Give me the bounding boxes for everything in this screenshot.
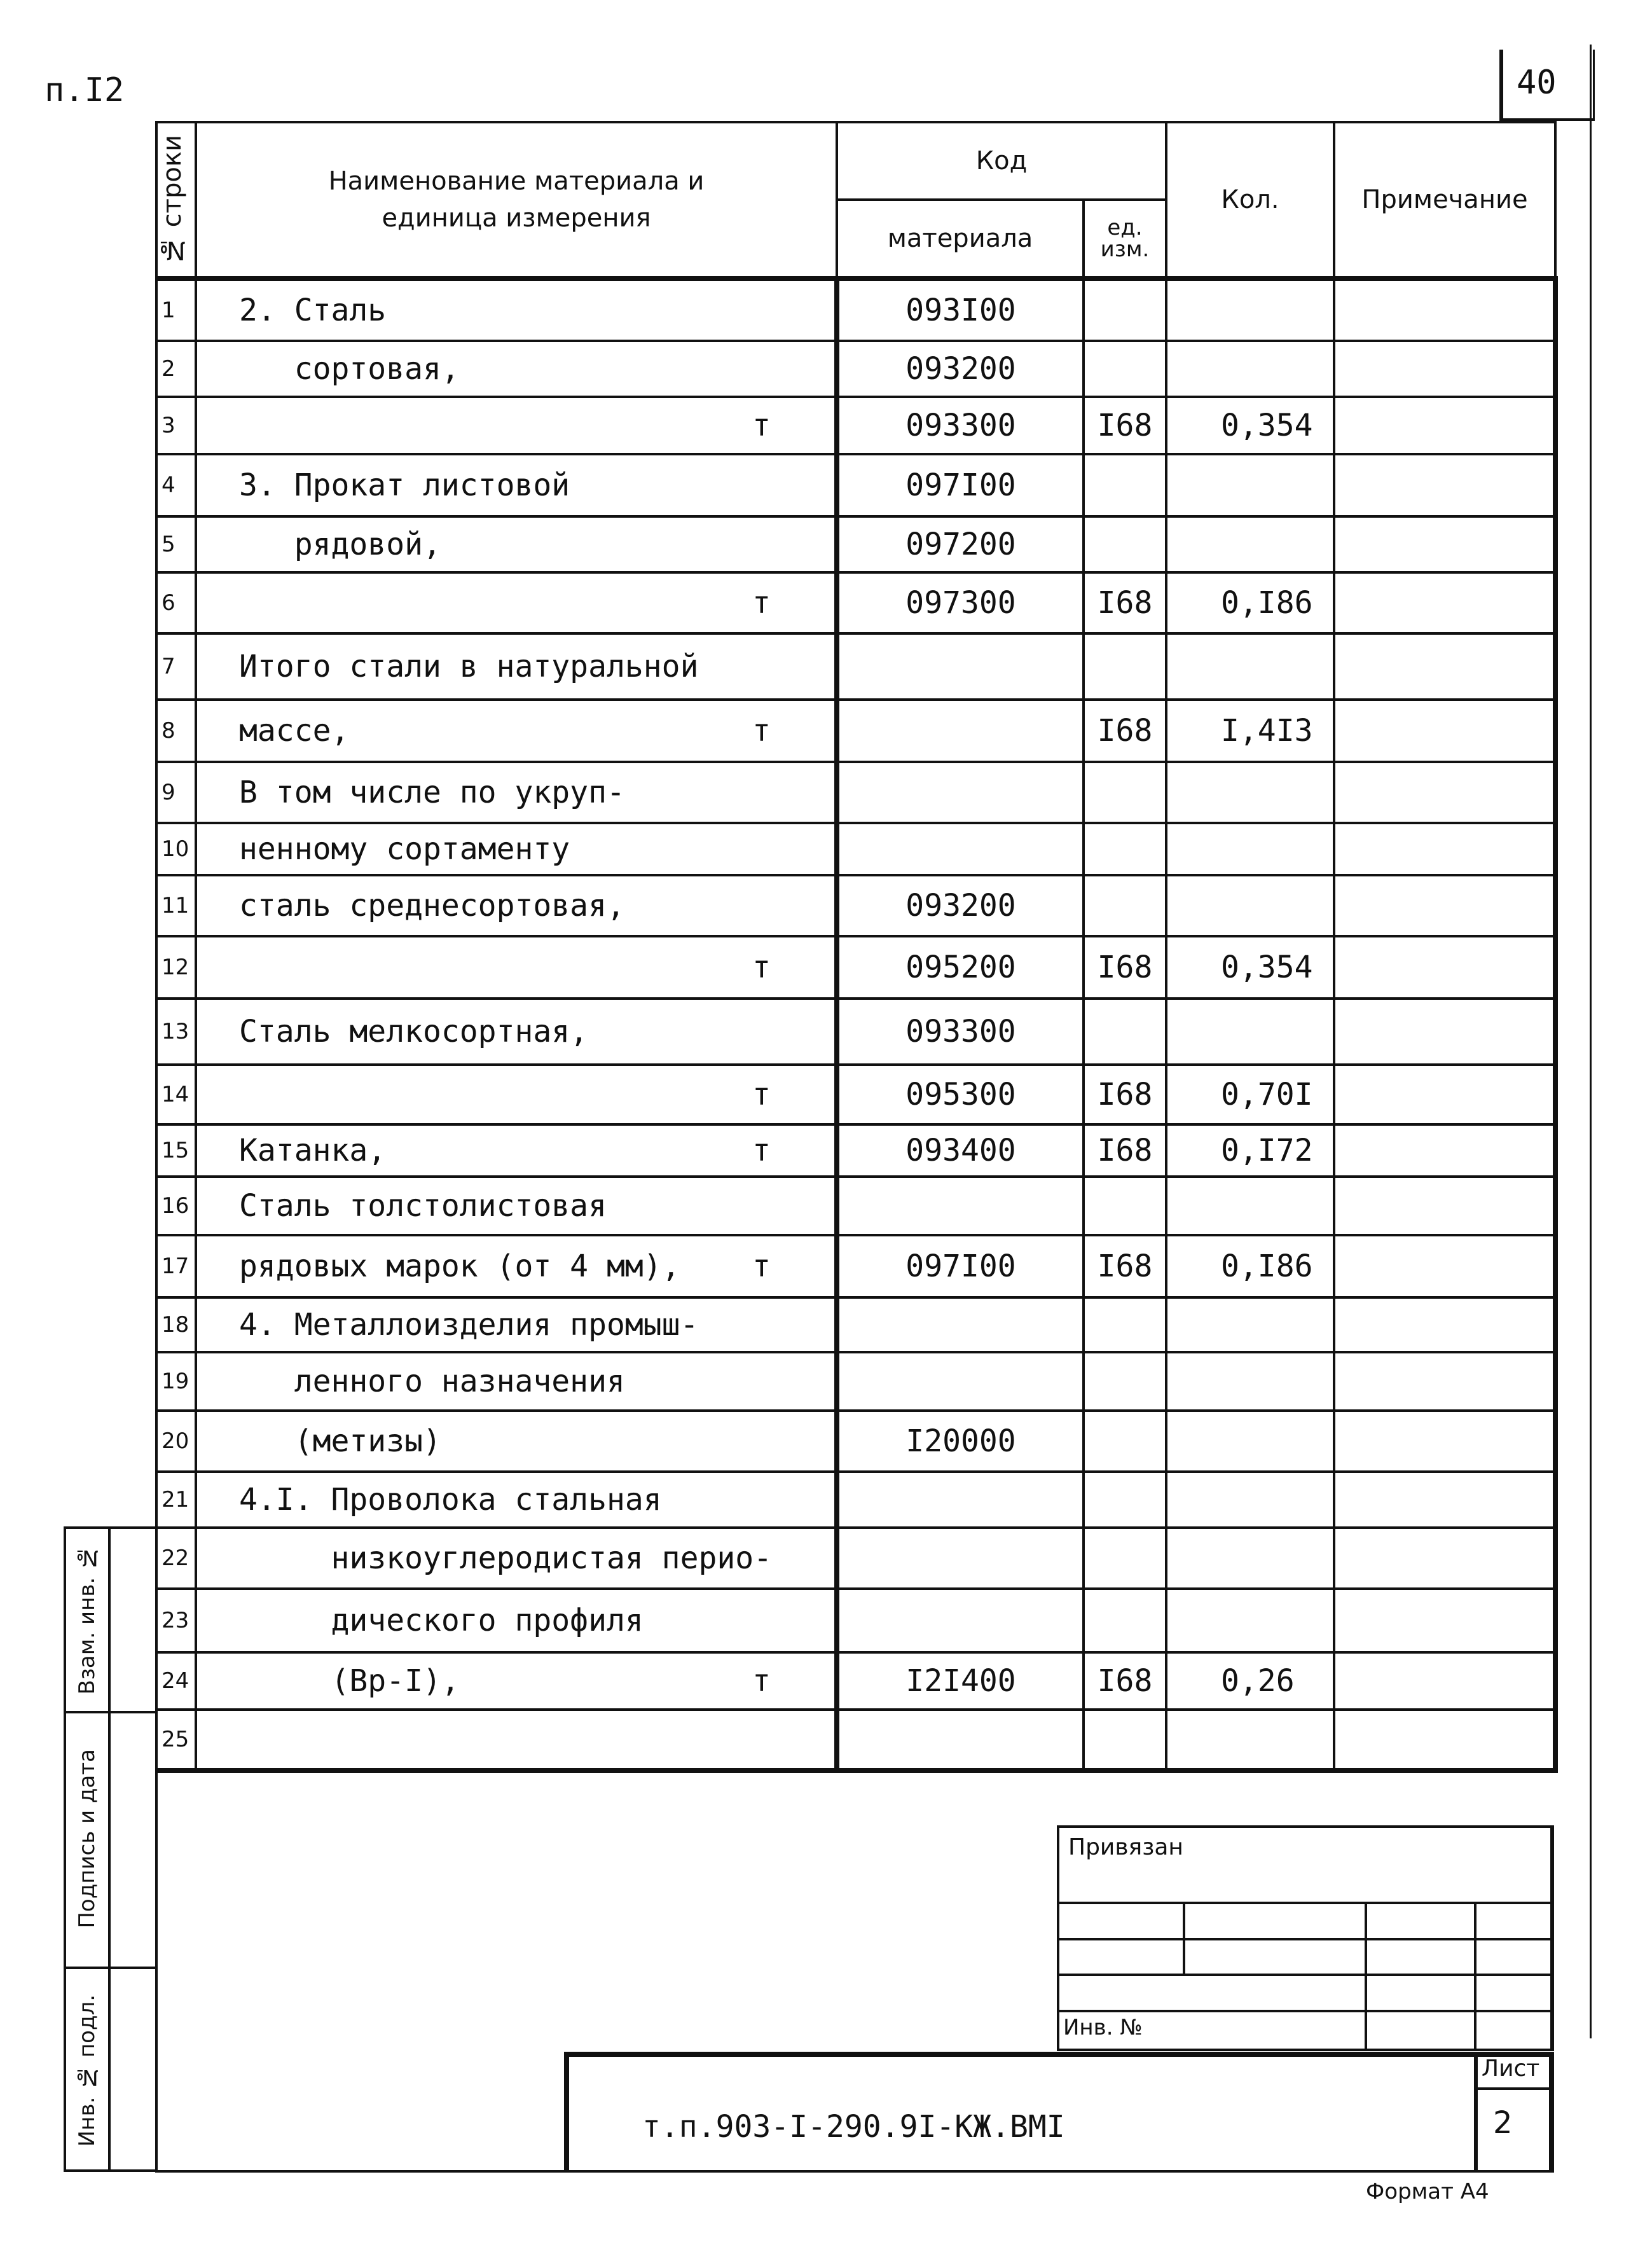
material-name-text: Сталь толстолистовая (239, 1188, 607, 1224)
row-number-cell: 5 (156, 516, 196, 572)
material-name-text: низкоуглеродистая перио- (239, 1540, 773, 1576)
table-row (156, 1528, 1555, 1589)
unit-code-cell (1084, 1472, 1166, 1528)
note-cell (1334, 633, 1555, 700)
quantity-cell: I,4I3 (1166, 700, 1334, 762)
quantity-cell (1166, 1411, 1334, 1472)
row-number-cell: 12 (156, 936, 196, 999)
note-cell (1334, 279, 1555, 341)
row-number-cell: 24 (156, 1652, 196, 1710)
note-cell (1334, 1589, 1555, 1652)
material-code-cell: 097I00 (837, 454, 1084, 516)
quantity-cell: 0,70I (1166, 1065, 1334, 1124)
material-name-cell (196, 823, 837, 875)
row-number-cell: 14 (156, 1065, 196, 1124)
material-name-text: 4.I. Проволока стальная (239, 1482, 662, 1518)
material-code-cell: 093300 (837, 999, 1084, 1065)
material-name-cell (196, 516, 837, 572)
row-number-cell: 21 (156, 1472, 196, 1528)
table-row (156, 633, 1555, 700)
unit-code-cell (1084, 999, 1166, 1065)
unit-code-cell (1084, 1411, 1166, 1472)
strip-divider (108, 1529, 111, 2169)
table-row (156, 936, 1555, 999)
row-number-cell: 6 (156, 572, 196, 633)
material-code-cell (837, 1352, 1084, 1411)
quantity-cell (1166, 516, 1334, 572)
unit-code-cell (1084, 823, 1166, 875)
unit-code-cell (1084, 1177, 1166, 1235)
material-name-cell (196, 1297, 837, 1352)
row-number-cell: 19 (156, 1352, 196, 1411)
note-cell (1334, 1411, 1555, 1472)
table-row (156, 1124, 1555, 1177)
substitute-inv-label: Взам. инв. № (74, 1545, 100, 1695)
note-cell (1334, 1124, 1555, 1177)
unit-text: т (752, 1663, 771, 1699)
note-cell (1334, 1528, 1555, 1589)
row-number-cell: 25 (156, 1710, 196, 1771)
table-row (156, 341, 1555, 397)
material-name-text: ненному сортаменту (239, 831, 570, 867)
quantity-cell: 0,I86 (1166, 1235, 1334, 1297)
material-name-text: рядовых марок (от 4 мм), (239, 1248, 680, 1284)
note-cell (1334, 1235, 1555, 1297)
table-row (156, 1297, 1555, 1352)
table-row (156, 1589, 1555, 1652)
material-name-cell (196, 572, 837, 633)
unit-text: т (752, 1133, 771, 1168)
material-name-cell (196, 1589, 837, 1652)
table-row (156, 279, 1555, 341)
quantity-cell (1166, 875, 1334, 936)
note-cell (1334, 1065, 1555, 1124)
material-code-cell (837, 1710, 1084, 1771)
material-name-text: массе, (239, 713, 350, 749)
unit-text: т (752, 408, 771, 443)
row-number-cell: 15 (156, 1124, 196, 1177)
note-cell (1334, 516, 1555, 572)
material-code-cell: 097200 (837, 516, 1084, 572)
material-name-cell (196, 1652, 837, 1710)
table-row (156, 700, 1555, 762)
unit-code-cell: I68 (1084, 1652, 1166, 1710)
material-name-cell (196, 700, 837, 762)
unit-code-cell (1084, 1710, 1166, 1771)
binding-grid-line (1474, 1902, 1476, 2051)
bound-label: Привязан (1068, 1834, 1183, 1860)
note-cell (1334, 999, 1555, 1065)
row-number-cell: 2 (156, 341, 196, 397)
table-row (156, 1177, 1555, 1235)
unit-code-cell (1084, 279, 1166, 341)
material-code-cell: 097300 (837, 572, 1084, 633)
material-code-cell (837, 1589, 1084, 1652)
section-label: п.I2 (45, 71, 125, 109)
material-name-text: Итого стали в натуральной (239, 649, 699, 684)
row-number-cell: 22 (156, 1528, 196, 1589)
row-number-header: № строки (156, 122, 196, 279)
unit-code-cell (1084, 1528, 1166, 1589)
material-code-cell: 093300 (837, 397, 1084, 454)
name-header: Наименование материала и единица измерения (196, 122, 837, 279)
material-name-text: сортовая, (239, 351, 460, 387)
sheet-label: Лист (1482, 2056, 1540, 2082)
material-name-cell (196, 999, 837, 1065)
material-name-text: 4. Металлоизделия промыш- (239, 1307, 699, 1343)
stamp-divider (1474, 2052, 1478, 2173)
quantity-cell (1166, 999, 1334, 1065)
material-code-cell: I2I400 (837, 1652, 1084, 1710)
quantity-cell (1166, 633, 1334, 700)
materials-table (155, 121, 1558, 1773)
unit-code-cell (1084, 341, 1166, 397)
material-code-cell (837, 1297, 1084, 1352)
unit-code-cell: I68 (1084, 1065, 1166, 1124)
unit-code-cell (1084, 454, 1166, 516)
material-name-text: (Вр-I), (239, 1663, 460, 1699)
material-name-text: Сталь мелкосортная, (239, 1014, 589, 1049)
unit-code-cell: I68 (1084, 397, 1166, 454)
material-name-cell (196, 1710, 837, 1771)
unit-text: т (752, 1248, 771, 1284)
binding-grid-line (1365, 1902, 1367, 2051)
material-name-text: ленного назначения (239, 1364, 625, 1399)
material-name-cell (196, 1235, 837, 1297)
row-number-cell: 10 (156, 823, 196, 875)
binding-grid-line (1057, 1974, 1554, 1976)
unit-code-cell: I68 (1084, 572, 1166, 633)
material-name-cell (196, 397, 837, 454)
material-name-text: 2. Сталь (239, 293, 387, 328)
material-name-cell (196, 341, 837, 397)
material-code-cell (837, 633, 1084, 700)
unit-code-cell (1084, 1352, 1166, 1411)
material-name-cell (196, 1352, 837, 1411)
note-cell (1334, 936, 1555, 999)
row-number-cell: 4 (156, 454, 196, 516)
material-name-text: (метизы) (239, 1423, 441, 1459)
table-row (156, 1352, 1555, 1411)
row-number-cell: 11 (156, 875, 196, 936)
material-code-cell (837, 762, 1084, 823)
unit-code-cell (1084, 516, 1166, 572)
row-number-cell: 8 (156, 700, 196, 762)
note-cell (1334, 1652, 1555, 1710)
row-number-cell: 1 (156, 279, 196, 341)
binding-grid-line (1057, 1902, 1554, 1904)
table-row (156, 1710, 1555, 1771)
quantity-cell: 0,26 (1166, 1652, 1334, 1710)
row-number-cell: 3 (156, 397, 196, 454)
quantity-cell (1166, 1352, 1334, 1411)
row-number-cell: 13 (156, 999, 196, 1065)
quantity-cell: 0,354 (1166, 936, 1334, 999)
quantity-cell (1166, 1472, 1334, 1528)
note-cell (1334, 397, 1555, 454)
quantity-cell (1166, 1589, 1334, 1652)
inventory-label: Инв. № (1063, 2015, 1143, 2040)
row-number-cell: 7 (156, 633, 196, 700)
note-cell (1334, 1352, 1555, 1411)
quantity-header: Кол. (1166, 122, 1334, 279)
quantity-cell (1166, 1710, 1334, 1771)
note-cell (1334, 454, 1555, 516)
unit-text: т (752, 713, 771, 749)
quantity-cell: 0,I86 (1166, 572, 1334, 633)
material-name-cell (196, 1177, 837, 1235)
right-margin-rule (1590, 45, 1592, 2038)
quantity-cell (1166, 1528, 1334, 1589)
material-code-cell (837, 1528, 1084, 1589)
material-name-cell (196, 1065, 837, 1124)
material-code-cell: 093400 (837, 1124, 1084, 1177)
row-number-cell: 17 (156, 1235, 196, 1297)
quantity-cell (1166, 341, 1334, 397)
material-name-cell (196, 936, 837, 999)
material-name-cell (196, 1124, 837, 1177)
note-cell (1334, 1472, 1555, 1528)
unit-code-cell: I68 (1084, 700, 1166, 762)
note-cell (1334, 1177, 1555, 1235)
binding-grid-line (1183, 1902, 1185, 1974)
signature-date-label: Подпись и дата (74, 1749, 100, 1928)
sheet-number: 2 (1493, 2105, 1513, 2141)
document-designation: т.п.903-I-290.9I-КЖ.ВМI (642, 2109, 1065, 2145)
table-row (156, 516, 1555, 572)
quantity-cell: 0,354 (1166, 397, 1334, 454)
note-header: Примечание (1334, 122, 1555, 279)
table-body (156, 279, 1555, 1771)
unit-code-cell (1084, 633, 1166, 700)
table-row (156, 1411, 1555, 1472)
table-row (156, 1472, 1555, 1528)
quantity-cell (1166, 1297, 1334, 1352)
material-code-cell: 097I00 (837, 1235, 1084, 1297)
original-inv-label: Инв. № подл. (74, 1994, 100, 2147)
material-name-cell (196, 875, 837, 936)
material-code-cell: I20000 (837, 1411, 1084, 1472)
unit-text: т (752, 950, 771, 985)
material-code-cell: 093200 (837, 341, 1084, 397)
table-row (156, 1065, 1555, 1124)
material-name-text: Катанка, (239, 1133, 387, 1168)
quantity-cell: 0,I72 (1166, 1124, 1334, 1177)
material-code-cell: 093200 (837, 875, 1084, 936)
material-code-cell: 095200 (837, 936, 1084, 999)
binding-strip (64, 1526, 155, 2172)
material-code-cell (837, 1472, 1084, 1528)
material-name-text: дического профиля (239, 1603, 644, 1638)
material-code-cell (837, 823, 1084, 875)
table-row (156, 823, 1555, 875)
material-name-cell (196, 1411, 837, 1472)
note-cell (1334, 700, 1555, 762)
unit-code-cell (1084, 1297, 1166, 1352)
table-row (156, 999, 1555, 1065)
note-cell (1334, 1297, 1555, 1352)
unit-code-header: ед. изм. (1084, 200, 1166, 279)
unit-code-cell: I68 (1084, 1235, 1166, 1297)
quantity-cell (1166, 279, 1334, 341)
material-name-text: сталь среднесортовая, (239, 888, 625, 923)
quantity-cell (1166, 1177, 1334, 1235)
table-row (156, 1652, 1555, 1710)
quantity-cell (1166, 762, 1334, 823)
row-number-cell: 23 (156, 1589, 196, 1652)
unit-code-cell (1084, 1589, 1166, 1652)
code-header: Код (837, 122, 1166, 200)
material-code-cell (837, 1177, 1084, 1235)
material-code-cell: 093I00 (837, 279, 1084, 341)
material-code-header: материала (837, 200, 1084, 279)
material-code-cell (837, 700, 1084, 762)
material-name-cell (196, 279, 837, 341)
table-row (156, 1235, 1555, 1297)
quantity-cell (1166, 823, 1334, 875)
unit-code-cell (1084, 875, 1166, 936)
unit-code-cell: I68 (1084, 1124, 1166, 1177)
format-label: Формат А4 (1366, 2179, 1489, 2204)
table-row (156, 454, 1555, 516)
unit-text: т (752, 585, 771, 621)
material-name-cell (196, 1528, 837, 1589)
note-cell (1334, 341, 1555, 397)
quantity-cell (1166, 454, 1334, 516)
material-name-cell (196, 762, 837, 823)
material-name-cell (196, 633, 837, 700)
table-row (156, 875, 1555, 936)
material-name-text: В том числе по укруп- (239, 775, 625, 810)
row-number-cell: 20 (156, 1411, 196, 1472)
note-cell (1334, 875, 1555, 936)
row-number-cell: 16 (156, 1177, 196, 1235)
binding-grid-line (1057, 1938, 1554, 1940)
stamp-divider (1474, 2087, 1554, 2090)
unit-code-cell (1084, 762, 1166, 823)
note-cell (1334, 823, 1555, 875)
material-name-cell (196, 454, 837, 516)
note-cell (1334, 1710, 1555, 1771)
material-code-cell: 095300 (837, 1065, 1084, 1124)
material-name-text: рядовой, (239, 527, 441, 562)
unit-code-cell: I68 (1084, 936, 1166, 999)
row-number-cell: 9 (156, 762, 196, 823)
material-name-text: 3. Прокат листовой (239, 467, 570, 503)
row-number-cell: 18 (156, 1297, 196, 1352)
unit-text: т (752, 1077, 771, 1112)
note-cell (1334, 572, 1555, 633)
table-row (156, 397, 1555, 454)
material-name-cell (196, 1472, 837, 1528)
table-row (156, 572, 1555, 633)
page-number: 40 (1517, 64, 1557, 102)
note-cell (1334, 762, 1555, 823)
table-row (156, 762, 1555, 823)
binding-grid-line (1057, 2010, 1554, 2012)
